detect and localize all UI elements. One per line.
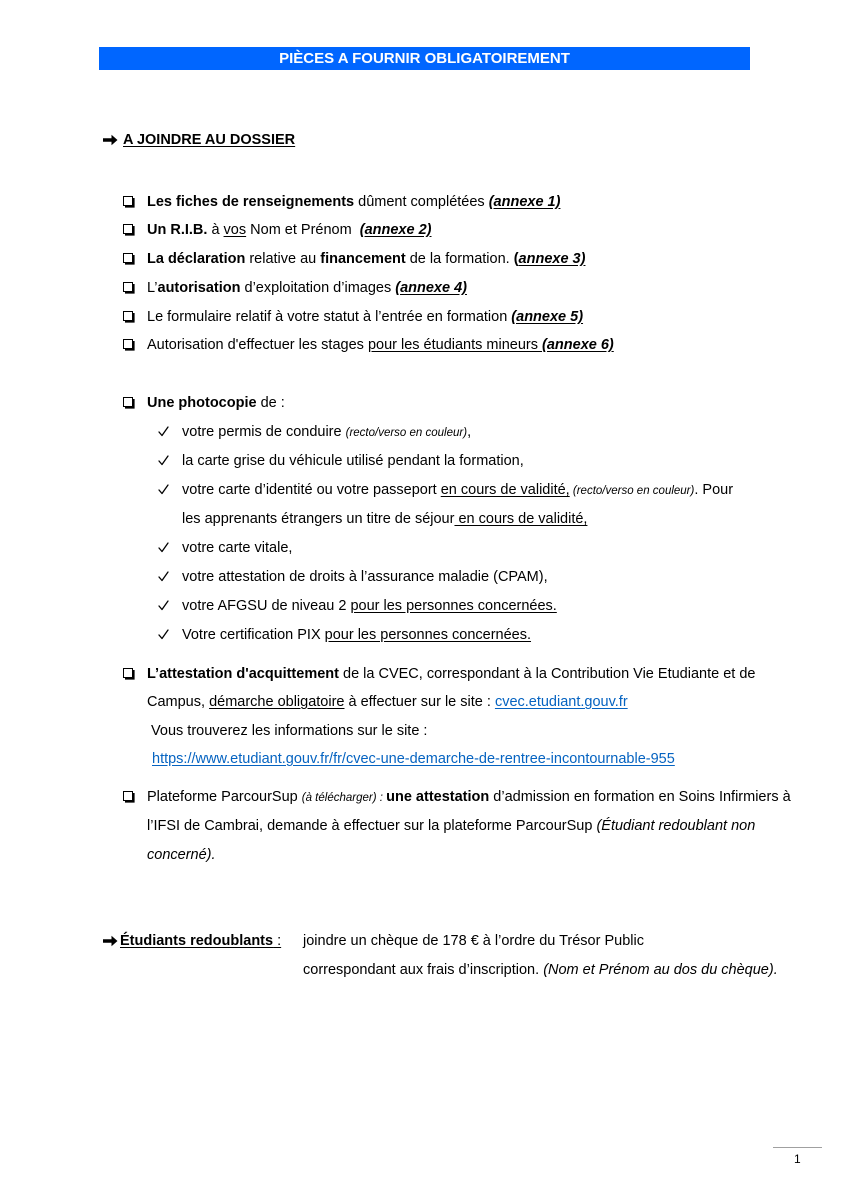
sub-item-underlined-text: en cours de validité, (440, 482, 570, 498)
item-underlined-text: pour les étudiants mineurs (367, 337, 543, 353)
page-number: 1 (794, 1152, 801, 1166)
item-text: d’admission en formation en Soins Infirmiers à (489, 789, 791, 805)
cvec-info-link[interactable]: https://www.etudiant.gouv.fr/fr/cvec-une-demarche-de-rentree-incontournable-955 (152, 751, 675, 767)
sub-item-text: votre carte vitale, (182, 540, 293, 556)
list-item-parcoursup-line-2 (147, 816, 755, 836)
list-item-cvec (147, 664, 755, 684)
item-text: Le formulaire relatif à votre statut à l’entrée en formation (147, 309, 512, 325)
checkmark-icon (158, 600, 169, 611)
item-bold-text: une attestation (386, 789, 490, 805)
sub-item-note: (recto/verso en couleur) (569, 485, 695, 497)
checkbox-icon (123, 196, 135, 208)
checkmark-icon (158, 455, 169, 466)
annex-reference: (annexe 5) (511, 309, 584, 325)
page-title: PIÈCES A FOURNIR OBLIGATOIREMENT (279, 50, 570, 67)
item-bold-text: La déclaration (147, 251, 246, 267)
item-text: à (207, 222, 224, 238)
item-text: à effectuer sur le site : (344, 694, 495, 710)
item-bold-text: autorisation (157, 280, 241, 296)
annex-paren: ( (513, 251, 519, 267)
checkmark-icon (158, 629, 169, 640)
item-text: L’ (147, 280, 158, 296)
sub-item-text: votre attestation de droits à l’assurance maladie (CPAM), (182, 569, 548, 585)
sub-item-identite-continuation (182, 509, 587, 529)
sub-item-cpam (182, 567, 548, 587)
redoublants-label (120, 931, 281, 951)
list-item-photocopie (147, 393, 285, 413)
arrow-right-icon (103, 935, 118, 947)
list-item-parcoursup (147, 787, 791, 808)
sub-item-identite (182, 480, 733, 501)
checkmark-icon (158, 571, 169, 582)
sub-item-text: Votre certification PIX (182, 627, 325, 643)
checkbox-icon (123, 397, 135, 409)
checkbox-icon (123, 224, 135, 236)
annex-reference: (annexe 6) (542, 337, 614, 353)
checkmark-icon (158, 426, 169, 437)
list-item-annexe-1 (147, 192, 560, 212)
page-title-bar (99, 47, 750, 70)
annex-reference: (annexe 4) (395, 280, 467, 296)
redoublants-title: Étudiants redoublants (120, 933, 274, 949)
footer-divider (773, 1147, 822, 1148)
list-item-annexe-6 (147, 335, 614, 355)
item-note: (à télécharger) : (301, 792, 387, 804)
checkbox-icon (123, 668, 135, 680)
checkmark-icon (158, 484, 169, 495)
cvec-site-link[interactable]: cvec.etudiant.gouv.fr (494, 694, 628, 710)
sub-item-afgsu (182, 596, 557, 616)
redoublants-text: correspondant aux frais d’inscription. (303, 962, 544, 978)
item-underlined-text: vos (223, 222, 247, 238)
redoublants-text-line-1: joindre un chèque de 178 € à l’ordre du Trésor Public (303, 933, 644, 949)
redoublants-colon: : (273, 933, 282, 949)
annex-reference: annexe 3) (518, 251, 586, 267)
sub-item-text: . Pour (694, 482, 734, 498)
sub-item-text: , (467, 424, 472, 440)
checkbox-icon (123, 253, 135, 265)
item-underlined-text: démarche obligatoire (209, 694, 345, 710)
sub-item-text: votre carte d’identité ou votre passeport (182, 482, 441, 498)
item-bold-text: Les fiches de renseignements (147, 194, 355, 210)
list-item-annexe-5 (147, 307, 583, 327)
section-title-joindre-dossier: A JOINDRE AU DOSSIER (123, 132, 296, 148)
list-item-annexe-4 (147, 278, 467, 298)
item-bold-text: L’attestation d'acquittement (147, 666, 339, 682)
item-bold-text: Un R.I.B. (147, 222, 208, 238)
item-text: Autorisation d'effectuer les stages (147, 337, 368, 353)
item-text: de la formation. (405, 251, 514, 267)
list-item-parcoursup-line-3: concerné). (147, 847, 216, 863)
sub-item-text: votre AFGSU de niveau 2 (182, 598, 351, 614)
sub-item-permis (182, 422, 471, 443)
sub-item-text: votre permis de conduire (182, 424, 346, 440)
sub-item-text: la carte grise du véhicule utilisé pendant la formation, (182, 453, 524, 469)
list-item-annexe-3 (147, 249, 585, 269)
item-text: de la CVEC, correspondant à la Contribution Vie Etudiante et de (338, 666, 756, 682)
sub-item-underlined-text: en cours de validité, (454, 511, 588, 527)
sub-item-carte-grise (182, 451, 524, 471)
cvec-info-text: Vous trouverez les informations sur le site : (147, 723, 428, 739)
item-text: Plateforme ParcourSup (147, 789, 302, 805)
item-text: Campus, (147, 694, 210, 710)
item-bold-text: Une photocopie (147, 395, 257, 411)
sub-item-underlined-text: pour les personnes concernées. (350, 598, 557, 614)
item-text: dûment complétées (354, 194, 489, 210)
checkbox-icon (123, 339, 135, 351)
item-text: l’IFSI de Cambrai, demande à effectuer sur la plateforme ParcourSup (147, 818, 597, 834)
sub-item-carte-vitale (182, 538, 292, 558)
list-item-cvec-line-2 (147, 692, 628, 712)
checkbox-icon (123, 311, 135, 323)
cvec-info-line (152, 749, 675, 769)
item-text: relative au (245, 251, 321, 267)
item-text: de : (256, 395, 285, 411)
item-text: d’exploitation d’images (240, 280, 396, 296)
checkbox-icon (123, 282, 135, 294)
sub-item-note: (recto/verso en couleur) (345, 427, 468, 439)
sub-item-pix (182, 625, 531, 645)
item-text: Nom et Prénom (246, 222, 360, 238)
checkbox-icon (123, 791, 135, 803)
annex-reference: (annexe 2) (359, 222, 432, 238)
list-item-annexe-2 (147, 220, 431, 240)
item-italic-text: (Étudiant redoublant non (596, 818, 756, 834)
sub-item-text: les apprenants étrangers un titre de séjour (182, 511, 455, 527)
redoublants-italic-text: (Nom et Prénom au dos du chèque). (543, 962, 778, 978)
arrow-right-icon (103, 134, 118, 146)
redoublants-text-line-2 (303, 960, 778, 980)
checkmark-icon (158, 542, 169, 553)
annex-reference: (annexe 1) (488, 194, 561, 210)
item-bold-text: financement (320, 251, 406, 267)
sub-item-underlined-text: pour les personnes concernées. (324, 627, 532, 643)
